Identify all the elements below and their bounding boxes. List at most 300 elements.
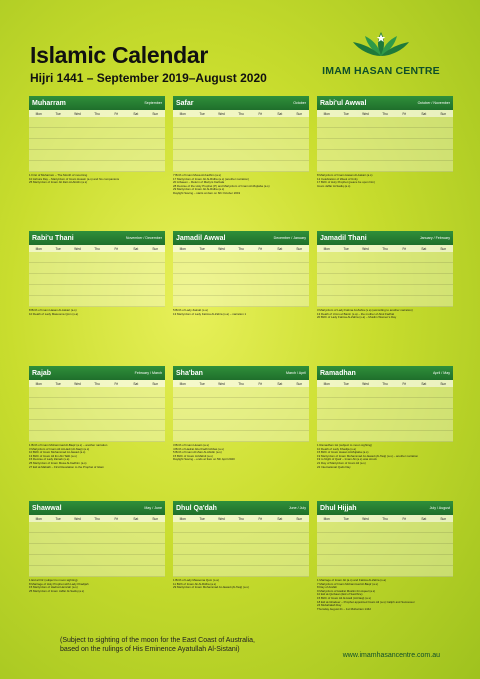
- weekday-header: Wed: [212, 110, 231, 117]
- day-cell: [434, 387, 453, 398]
- day-cell: [290, 398, 309, 409]
- day-cell: [414, 544, 433, 555]
- day-cell: [395, 533, 414, 544]
- day-cell: [290, 544, 309, 555]
- day-cell: [434, 398, 453, 409]
- month-header: [173, 96, 309, 110]
- month-calendar: [173, 110, 309, 172]
- day-cell: [126, 555, 145, 566]
- day-cell: [356, 409, 375, 420]
- weekday-header: Thu: [375, 110, 394, 117]
- note-line: 13 Birth of Imam Ali ibn Abi Talib (a.s): [29, 454, 77, 458]
- day-cell: [107, 128, 126, 139]
- day-cell: [395, 161, 414, 172]
- day-cell: [48, 296, 67, 307]
- day-cell: [126, 161, 145, 172]
- day-cell: [375, 544, 394, 555]
- month-calendar: [317, 110, 453, 172]
- day-cell: [146, 263, 165, 274]
- day-cell: [107, 522, 126, 533]
- day-cell: [336, 387, 355, 398]
- note-line: 12 Celebration of Week of Unity: [317, 177, 358, 181]
- weekday-header: Thu: [87, 515, 106, 522]
- day-cell: [29, 296, 48, 307]
- weekday-header: Fri: [251, 110, 270, 117]
- day-cell: [126, 522, 145, 533]
- day-cell: [414, 117, 433, 128]
- day-cell: [414, 533, 433, 544]
- day-cell: [29, 252, 48, 263]
- day-cell: [317, 420, 336, 431]
- day-cell: [192, 252, 211, 263]
- day-cell: [336, 522, 355, 533]
- day-cell: [231, 555, 250, 566]
- month-block: [317, 366, 453, 469]
- day-cell: [336, 117, 355, 128]
- day-cell: [375, 128, 394, 139]
- note-line: Daylight Saving – starts at 2am on 6th October 2019: [173, 191, 241, 195]
- day-cell: [356, 150, 375, 161]
- month-notes: [317, 174, 453, 188]
- day-cell: [356, 296, 375, 307]
- weekday-header: Thu: [375, 380, 394, 387]
- day-cell: [356, 566, 375, 577]
- day-cell: [270, 150, 289, 161]
- day-cell: [126, 139, 145, 150]
- day-cell: [212, 420, 231, 431]
- day-cell: [336, 544, 355, 555]
- day-cell: [414, 128, 433, 139]
- weekday-header: Mon: [173, 380, 192, 387]
- note-line: 17 Martyrdom of Imam Ali Al-Ridha (a.s) (another narration): [173, 177, 249, 181]
- day-cell: [107, 296, 126, 307]
- day-cell: [375, 555, 394, 566]
- day-cell: [192, 533, 211, 544]
- day-cell: [317, 555, 336, 566]
- note-line: 1 Eid al Fitr (subject to moon sighting): [29, 579, 78, 582]
- day-cell: [336, 274, 355, 285]
- day-cell: [356, 161, 375, 172]
- note-line: 3 Martyrdom of Lady Fatima Al-Zahra (s.a) (according to another narration): [317, 309, 413, 312]
- day-cell: [356, 431, 375, 442]
- month-header: [173, 501, 309, 515]
- day-cell: [336, 161, 355, 172]
- weekday-header: Sat: [270, 110, 289, 117]
- month-calendar: [317, 245, 453, 307]
- footer-note: [60, 636, 255, 654]
- day-cell: [356, 263, 375, 274]
- day-cell: [48, 263, 67, 274]
- day-cell: [290, 296, 309, 307]
- day-cell: [231, 161, 250, 172]
- page-subtitle: Hijri 1441 – September 2019–August 2020: [30, 71, 267, 85]
- day-cell: [68, 566, 87, 577]
- day-cell: [317, 431, 336, 442]
- day-cell: [87, 544, 106, 555]
- day-cell: [290, 387, 309, 398]
- day-cell: [251, 409, 270, 420]
- day-cell: [87, 387, 106, 398]
- day-cell: [212, 139, 231, 150]
- day-cell: [290, 522, 309, 533]
- day-cell: [395, 566, 414, 577]
- day-cell: [173, 252, 192, 263]
- weekday-header: Sun: [146, 515, 165, 522]
- day-cell: [146, 431, 165, 442]
- day-cell: [212, 431, 231, 442]
- day-cell: [251, 555, 270, 566]
- month-notes: [317, 309, 453, 320]
- day-cell: [87, 161, 106, 172]
- day-cell: [173, 387, 192, 398]
- note-line: 21 Day of Martyrdom of Imam Ali (a.s): [317, 461, 366, 465]
- note-line: 17 Birth of Holy Prophet (peace be upon him): [317, 181, 376, 185]
- day-cell: [87, 139, 106, 150]
- day-cell: [317, 274, 336, 285]
- day-cell: [375, 263, 394, 274]
- weekday-header: Tue: [48, 110, 67, 117]
- weekday-header: Mon: [173, 110, 192, 117]
- day-cell: [146, 566, 165, 577]
- weekday-header: Fri: [107, 515, 126, 522]
- day-cell: [192, 555, 211, 566]
- day-cell: [29, 555, 48, 566]
- day-cell: [336, 263, 355, 274]
- note-line: 25 Martyrdom of Imam Jaffar Al-Sadiq (a.s): [29, 589, 85, 593]
- day-cell: [192, 566, 211, 577]
- month-range: November / December: [125, 236, 162, 240]
- day-cell: [231, 533, 250, 544]
- weekday-header: Sat: [270, 245, 289, 252]
- day-cell: [126, 274, 145, 285]
- weekday-header: Fri: [251, 245, 270, 252]
- day-cell: [146, 150, 165, 161]
- day-cell: [434, 117, 453, 128]
- note-line: 20 Birth of Lady Fatima Al-Zahra (s.a) – Muslim Women's Day: [317, 316, 397, 320]
- month-block: [29, 96, 165, 185]
- day-cell: [375, 252, 394, 263]
- day-cell: [173, 274, 192, 285]
- day-cell: [251, 387, 270, 398]
- day-cell: [231, 420, 250, 431]
- day-cell: [48, 409, 67, 420]
- day-cell: [251, 252, 270, 263]
- note-line: 28 Demise of the Holy Prophet (P) and Martyrdom of Imam Al-Mujtaba (a.s): [173, 184, 270, 188]
- day-cell: [173, 544, 192, 555]
- day-cell: [87, 555, 106, 566]
- day-cell: [126, 285, 145, 296]
- day-cell: [270, 387, 289, 398]
- day-cell: [173, 117, 192, 128]
- weekday-header: Fri: [107, 245, 126, 252]
- day-cell: [434, 139, 453, 150]
- note-line: 19 Martyrdom of Imam Mohammad Al-Jawad (Al-Taqi) (a.s) – another narration: [317, 454, 419, 458]
- weekday-header: Sun: [434, 110, 453, 117]
- day-cell: [290, 555, 309, 566]
- day-cell: [434, 150, 453, 161]
- day-cell: [251, 150, 270, 161]
- day-cell: [251, 566, 270, 577]
- day-cell: [414, 252, 433, 263]
- day-cell: [414, 566, 433, 577]
- day-cell: [126, 409, 145, 420]
- note-line: 7 Martyrdom of Imam Mohammad Al-Baqir (a.s): [317, 582, 379, 586]
- day-cell: [146, 252, 165, 263]
- day-cell: [375, 139, 394, 150]
- day-cell: [48, 533, 67, 544]
- weekday-header: Tue: [48, 380, 67, 387]
- day-cell: [192, 420, 211, 431]
- day-cell: [48, 274, 67, 285]
- day-cell: [395, 431, 414, 442]
- month-range: September: [144, 101, 162, 105]
- day-cell: [212, 398, 231, 409]
- note-line: 15 Birth of Imam Al-Mahdi (a.s): [173, 454, 213, 458]
- day-cell: [434, 555, 453, 566]
- day-cell: [107, 387, 126, 398]
- website-url[interactable]: www.imamhasancentre.com.au: [342, 652, 440, 659]
- day-cell: [212, 285, 231, 296]
- month-header: [317, 366, 453, 380]
- day-cell: [375, 522, 394, 533]
- day-cell: [317, 522, 336, 533]
- note-line: 9 Martyrdom of Hadrat Muslim ibn Aqeel (a.s): [317, 589, 376, 593]
- day-cell: [375, 533, 394, 544]
- weekday-header: Sat: [126, 380, 145, 387]
- day-cell: [48, 128, 67, 139]
- note-line: 13 Martyrdom of Lady Fatima Al-Zahra (s.a) – narration 1: [173, 312, 247, 316]
- day-cell: [231, 387, 250, 398]
- day-cell: [231, 296, 250, 307]
- day-cell: [414, 409, 433, 420]
- month-calendar: [317, 380, 453, 442]
- day-cell: [414, 150, 433, 161]
- month-notes: [173, 309, 309, 316]
- note-line: 1 Birth of Lady Masooma Qom (s.a): [173, 579, 219, 582]
- day-cell: [173, 263, 192, 274]
- day-cell: [231, 263, 250, 274]
- day-cell: [192, 398, 211, 409]
- day-cell: [29, 117, 48, 128]
- day-cell: [87, 274, 106, 285]
- weekday-header: Wed: [68, 515, 87, 522]
- month-calendar: [29, 515, 165, 577]
- month-notes: [173, 174, 309, 196]
- day-cell: [375, 420, 394, 431]
- day-cell: [356, 420, 375, 431]
- day-cell: [87, 409, 106, 420]
- day-cell: [126, 566, 145, 577]
- note-line: 15 Birth of Imam Ali Al-Hadi (Al-Naqi) (a.s): [317, 596, 371, 600]
- day-cell: [356, 274, 375, 285]
- header: [30, 42, 267, 85]
- day-cell: [231, 150, 250, 161]
- day-cell: [68, 150, 87, 161]
- day-cell: [192, 128, 211, 139]
- note-line: 3 Martyrdom of Imam Ali Al-Hadi (Al-Naqi) (a.s): [29, 447, 90, 451]
- day-cell: [146, 409, 165, 420]
- weekday-header: Tue: [336, 515, 355, 522]
- day-cell: [434, 533, 453, 544]
- weekday-header: Thu: [231, 245, 250, 252]
- month-notes: [29, 579, 165, 593]
- note-line: 5 Birth of Lady Zainab (s.a): [173, 309, 208, 312]
- day-cell: [270, 252, 289, 263]
- note-line: 25 Martyrdom of Imam Ali Zain Al-Abidin (a.s): [29, 181, 88, 185]
- month-notes: [317, 579, 453, 611]
- day-cell: [126, 252, 145, 263]
- note-line: 8 Birth of Imam Hasan Al-Askari (a.s): [29, 309, 77, 312]
- day-cell: [317, 544, 336, 555]
- day-cell: [231, 139, 250, 150]
- day-cell: [375, 431, 394, 442]
- day-cell: [270, 431, 289, 442]
- day-cell: [212, 387, 231, 398]
- day-cell: [68, 398, 87, 409]
- day-cell: [434, 128, 453, 139]
- day-cell: [173, 409, 192, 420]
- month-name: Dhul Qa'dah: [176, 504, 217, 512]
- day-cell: [126, 431, 145, 442]
- day-cell: [395, 263, 414, 274]
- weekday-header: Thu: [231, 380, 250, 387]
- day-cell: [356, 252, 375, 263]
- day-cell: [231, 128, 250, 139]
- day-cell: [317, 285, 336, 296]
- day-cell: [107, 263, 126, 274]
- weekday-header: Fri: [251, 515, 270, 522]
- month-block: [29, 501, 165, 593]
- weekday-header: Sat: [414, 515, 433, 522]
- day-cell: [336, 139, 355, 150]
- month-header: [317, 96, 453, 110]
- day-cell: [375, 296, 394, 307]
- day-cell: [29, 533, 48, 544]
- day-cell: [375, 398, 394, 409]
- month-block: [317, 96, 453, 188]
- day-cell: [317, 387, 336, 398]
- day-cell: [356, 522, 375, 533]
- day-cell: [87, 398, 106, 409]
- day-cell: [414, 398, 433, 409]
- note-line: 10 Birth of Imam Mohammad Al-Jawad (a.s): [29, 451, 86, 455]
- weekday-header: Wed: [356, 515, 375, 522]
- month-range: June / July: [288, 506, 306, 510]
- day-cell: [68, 420, 87, 431]
- day-cell: [434, 409, 453, 420]
- day-cell: [270, 566, 289, 577]
- month-name: Rajab: [32, 369, 52, 377]
- day-cell: [290, 420, 309, 431]
- month-header: [29, 231, 165, 245]
- day-cell: [317, 533, 336, 544]
- day-cell: [212, 522, 231, 533]
- day-cell: [395, 522, 414, 533]
- weekday-header: Thu: [375, 245, 394, 252]
- day-cell: [317, 566, 336, 577]
- weekday-header: Sun: [146, 380, 165, 387]
- weekday-header: Sat: [270, 380, 289, 387]
- day-cell: [173, 420, 192, 431]
- day-cell: [434, 161, 453, 172]
- day-cell: [290, 566, 309, 577]
- day-cell: [126, 150, 145, 161]
- day-cell: [395, 420, 414, 431]
- day-cell: [212, 409, 231, 420]
- day-cell: [192, 285, 211, 296]
- day-cell: [87, 420, 106, 431]
- day-cell: [290, 161, 309, 172]
- day-cell: [107, 555, 126, 566]
- day-cell: [270, 533, 289, 544]
- note-line: Thursday August 21 – 1st Muharram 1442: [317, 607, 371, 611]
- day-cell: [146, 161, 165, 172]
- day-cell: [434, 431, 453, 442]
- month-name: Dhul Hijjah: [320, 504, 357, 512]
- day-cell: [48, 117, 67, 128]
- month-block: [173, 96, 309, 196]
- month-range: January / February: [419, 236, 450, 240]
- weekday-header: Fri: [395, 380, 414, 387]
- note-line: 10 Death of Lady Khadija (s.a): [317, 447, 357, 451]
- day-cell: [414, 285, 433, 296]
- day-cell: [317, 161, 336, 172]
- month-notes: [173, 444, 309, 462]
- weekday-header: Sat: [414, 380, 433, 387]
- day-cell: [375, 274, 394, 285]
- weekday-header: Mon: [29, 110, 48, 117]
- weekday-header: Mon: [29, 245, 48, 252]
- day-cell: [395, 139, 414, 150]
- day-cell: [29, 566, 48, 577]
- note-line: 15 Demise of Lady Zainab (s.a): [29, 458, 70, 462]
- day-cell: [68, 533, 87, 544]
- day-cell: [270, 409, 289, 420]
- lotus-logo-icon: [351, 30, 411, 58]
- weekday-header: Fri: [395, 515, 414, 522]
- note-line: 8 Marriage of Holy Prophet with Lady Khadijah: [29, 582, 89, 586]
- day-cell: [251, 398, 270, 409]
- weekday-header: Tue: [48, 515, 67, 522]
- day-cell: [192, 544, 211, 555]
- day-cell: [414, 420, 433, 431]
- day-cell: [68, 274, 87, 285]
- month-calendar: [317, 515, 453, 577]
- day-cell: [317, 150, 336, 161]
- month-name: Muharram: [32, 99, 66, 107]
- month-name: Jamadil Awwal: [176, 234, 226, 242]
- day-cell: [212, 128, 231, 139]
- day-cell: [414, 263, 433, 274]
- day-cell: [231, 431, 250, 442]
- weekday-header: Fri: [251, 380, 270, 387]
- month-header: [29, 366, 165, 380]
- day-cell: [270, 420, 289, 431]
- month-calendar: [29, 380, 165, 442]
- day-cell: [126, 398, 145, 409]
- weekday-header: Sun: [146, 245, 165, 252]
- day-cell: [251, 139, 270, 150]
- day-cell: [375, 117, 394, 128]
- day-cell: [126, 263, 145, 274]
- month-calendar: [29, 110, 165, 172]
- day-cell: [29, 161, 48, 172]
- weekday-header: Thu: [231, 515, 250, 522]
- month-range: May / June: [144, 506, 162, 510]
- day-cell: [192, 150, 211, 161]
- month-header: [29, 96, 165, 110]
- day-cell: [317, 409, 336, 420]
